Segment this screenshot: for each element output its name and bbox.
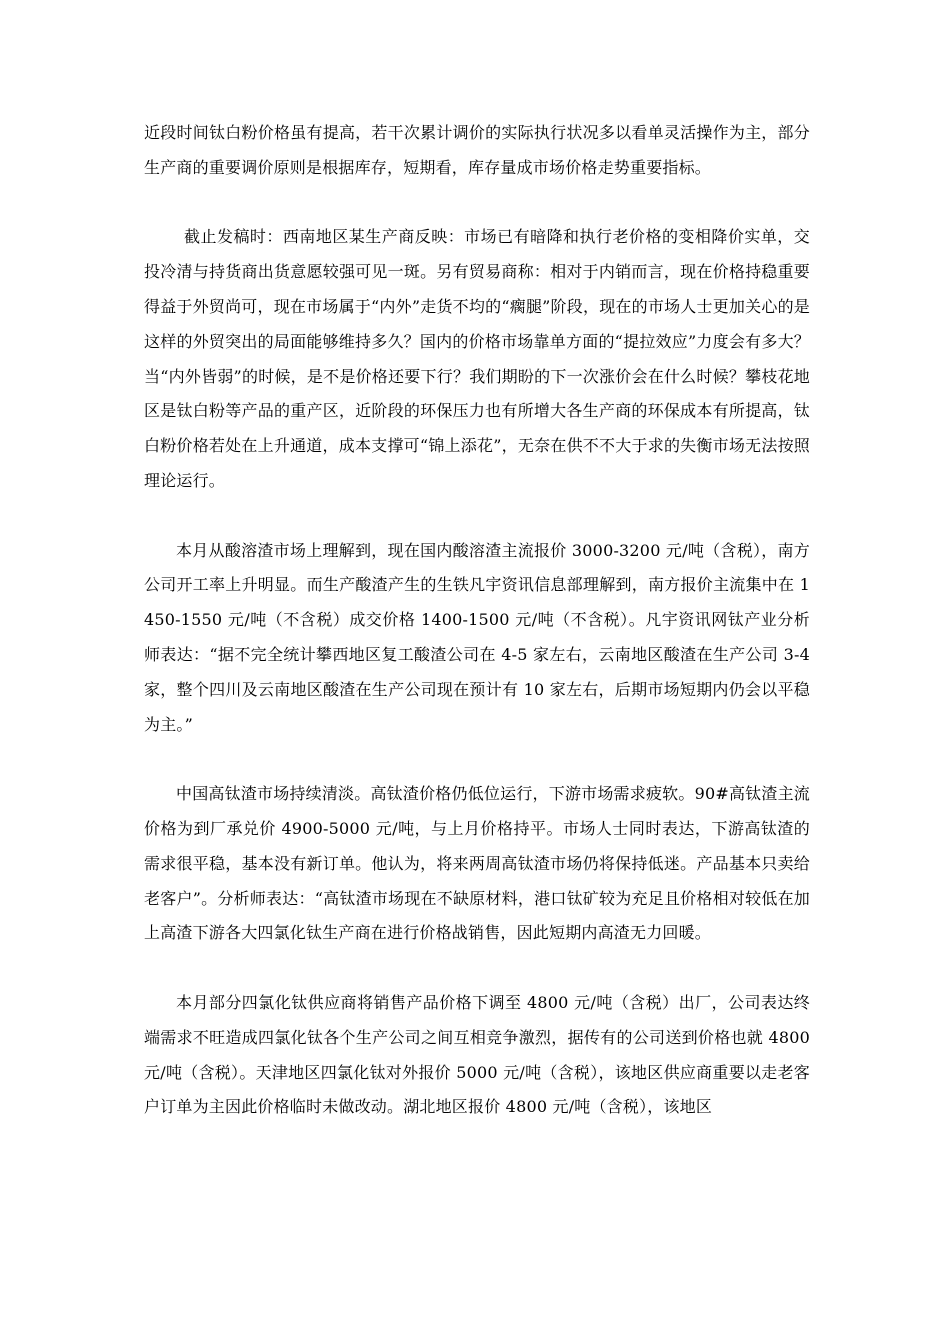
paragraph-4: 中国高钛渣市场持续清淡。高钛渣价格仍低位运行，下游市场需求疲软。90#高钛渣主流价格为到厂承兑价 4900-5000 元/吨，与上月价格持平。市场人士同时表达，下游高钛渣的需求很平稳，基本没有新订单。他认为，将来两周高钛渣市场仍将保持低迷。产品基本只卖给老客户”。分析师表达：“高钛渣市场现在不缺原材料，港口钛矿较为充足且价格相对较低在加上高渣下游各大四氯化钛生产商在进行价格战销售，因此短期内高渣无力回暖。 (144, 784, 810, 943)
paragraph-5: 本月部分四氯化钛供应商将销售产品价格下调至 4800 元/吨（含税）出厂，公司表达终端需求不旺造成四氯化钛各个生产公司之间互相竞争激烈，据传有的公司送到价格也就 4800 元/吨（含税）。天津地区四氯化钛对外报价 5000 元/吨（含税），该地区供应商重要以走老客户订单为主因此价格临时未做改动。湖北地区报价 4800 元/吨（含税），该地区 (144, 992, 810, 1117)
paragraph-3: 本月从酸溶渣市场上理解到，现在国内酸溶渣主流报价 3000-3200 元/吨（含税），南方公司开工率上升明显。而生产酸渣产生的生铁凡宇资讯信息部理解到，南方报价主流集中在 1450-1550 元/吨（不含税）成交价格 1400-1500 元/吨（不含税）。凡宇资讯网钛产业分析师表达：“据不完全统计攀西地区复工酸渣公司在 4-5 家左右，云南地区酸渣在生产公司 3-4 家，整个四川及云南地区酸渣在生产公司现在预计有 10 家左右，后期市场短期内仍会以平稳为主。” (144, 540, 810, 734)
paragraph-1: 近段时间钛白粉价格虽有提高，若干次累计调价的实际执行状况多以看单灵活操作为主，部分生产商的重要调价原则是根据库存，短期看，库存量成市场价格走势重要指标。 (144, 123, 810, 177)
paragraph-2: 截止发稿时：西南地区某生产商反映：市场已有暗降和执行老价格的变相降价实单，交投冷清与持货商出货意愿较强可见一斑。另有贸易商称：相对于内销而言，现在价格持稳重要得益于外贸尚可，现在市场属于“内外”走货不均的“瘸腿”阶段，现在的市场人士更加关心的是这样的外贸突出的局面能够维持多久？国内的价格市场靠单方面的“提拉效应”力度会有多大？当“内外皆弱”的时候，是不是价格还要下行？我们期盼的下一次涨价会在什么时候？攀枝花地区是钛白粉等产品的重产区，近阶段的环保压力也有所增大各生产商的环保成本有所提高，钛白粉价格若处在上升通道，成本支撑可“锦上添花”，无奈在供不不大于求的失衡市场无法按照理论运行。 (144, 227, 810, 490)
document-body (144, 116, 810, 1160)
